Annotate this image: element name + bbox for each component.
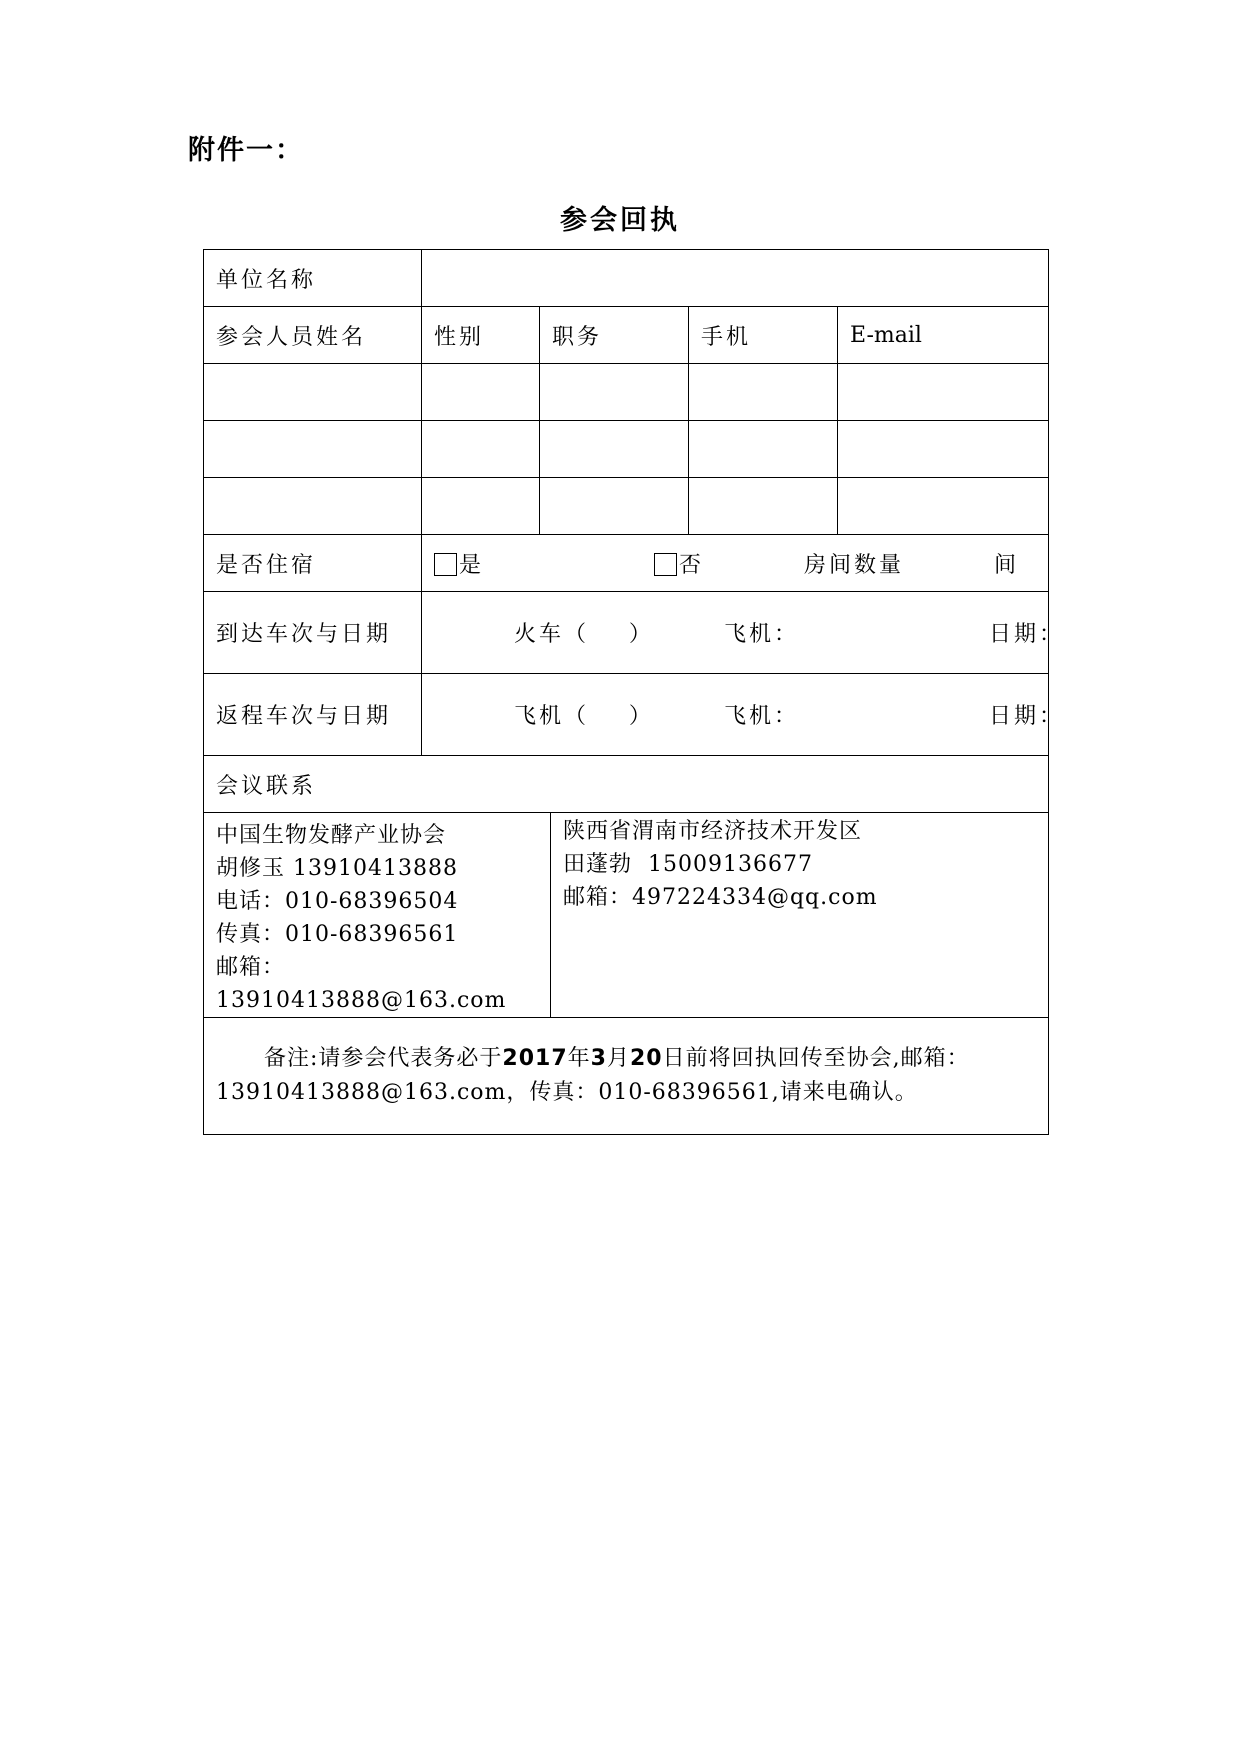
- lodging-yes-label: 是: [459, 552, 485, 578]
- attendee-row: [204, 364, 1049, 421]
- attendee-mobile-field[interactable]: [689, 478, 838, 535]
- unit-name-label: 单位名称: [204, 250, 422, 307]
- rooms-label: 房间数量: [804, 552, 905, 578]
- attendee-email-field[interactable]: [838, 478, 1049, 535]
- note-year: 2017: [502, 1045, 568, 1071]
- attendee-gender-field[interactable]: [422, 421, 540, 478]
- attendee-name-field[interactable]: [204, 421, 422, 478]
- attendee-position-field[interactable]: [540, 478, 689, 535]
- attendee-position-field[interactable]: [540, 364, 689, 421]
- contact-left-line: 邮箱：13910413888@163.com: [216, 954, 507, 1013]
- contact-left-line: 传真：010-68396561: [216, 921, 459, 947]
- note-row: [204, 1017, 1049, 1134]
- note-month-unit: 月: [606, 1045, 630, 1071]
- form-title: 参会回执: [560, 205, 680, 236]
- header-mobile: 手机: [689, 307, 838, 364]
- arrival-flight: 飞机：: [723, 622, 799, 647]
- return-flight: 飞机：: [723, 704, 799, 729]
- attendee-name-field[interactable]: [204, 478, 422, 535]
- lodging-row: [204, 535, 1049, 592]
- unit-name-field[interactable]: [422, 250, 1049, 307]
- note-day: 20: [630, 1045, 663, 1071]
- header-gender: 性别: [422, 307, 540, 364]
- contact-right-line: 田蓬勃 15009136677: [563, 851, 813, 877]
- arrival-train: 火车（ ）: [513, 622, 654, 647]
- arrival-label: 到达车次与日期: [204, 592, 422, 674]
- lodging-yes-checkbox[interactable]: [434, 553, 457, 576]
- header-position: 职务: [540, 307, 689, 364]
- contact-label-row: [204, 756, 1049, 813]
- lodging-no-checkbox[interactable]: [654, 553, 677, 576]
- return-label: 返程车次与日期: [204, 674, 422, 756]
- contact-right-line: 陕西省渭南市经济技术开发区: [563, 818, 863, 844]
- unit-name-row: [204, 250, 1049, 307]
- return-flight-paren: 飞机（ ）: [513, 704, 654, 729]
- arrival-details: [422, 592, 1064, 674]
- attendee-name-field[interactable]: [204, 364, 422, 421]
- annex-heading: 附件一：: [188, 135, 304, 166]
- return-date: 日期：: [988, 704, 1064, 729]
- lodging-label: 是否住宿: [204, 535, 422, 592]
- rooms-unit: 间: [994, 552, 1020, 578]
- arrival-date: 日期：: [988, 622, 1064, 647]
- note-month: 3: [590, 1045, 607, 1071]
- contact-right-line: 邮箱：497224334@qq.com: [563, 884, 878, 910]
- contact-left-line: 中国生物发酵产业协会: [216, 822, 447, 848]
- note-year-unit: 年: [567, 1045, 591, 1071]
- contact-label: 会议联系: [204, 756, 1049, 813]
- arrival-row: [204, 592, 1049, 674]
- registration-form: [203, 249, 1064, 1135]
- header-name: 参会人员姓名: [204, 307, 422, 364]
- attendee-row: [204, 478, 1049, 535]
- attendee-mobile-field[interactable]: [689, 421, 838, 478]
- contact-right: [551, 812, 1049, 1017]
- contact-table: [203, 812, 1049, 1135]
- contact-row: [204, 812, 1049, 1017]
- attendee-email-field[interactable]: [838, 364, 1049, 421]
- note: [204, 1017, 1049, 1134]
- registration-table: [203, 249, 1064, 813]
- attendee-mobile-field[interactable]: [689, 364, 838, 421]
- lodging-no-label: 否: [679, 552, 705, 578]
- attendee-gender-field[interactable]: [422, 364, 540, 421]
- contact-left-line: 胡修玉 13910413888: [216, 855, 458, 881]
- contact-left-line: 电话：010-68396504: [216, 888, 459, 914]
- attendee-row: [204, 421, 1049, 478]
- attendee-gender-field[interactable]: [422, 478, 540, 535]
- contact-left: [204, 812, 551, 1017]
- attendee-email-field[interactable]: [838, 421, 1049, 478]
- attendee-position-field[interactable]: [540, 421, 689, 478]
- lodging-options: [422, 535, 1049, 592]
- note-suffix: 日前将回执回传至协会,邮箱：13910413888@163.com，传真：010-68396561,请来电确认。: [216, 1045, 970, 1105]
- return-row: [204, 674, 1049, 756]
- return-details: [422, 674, 1064, 756]
- note-prefix: 备注:请参会代表务必于: [264, 1045, 503, 1071]
- attendee-header-row: [204, 307, 1049, 364]
- header-email: E-mail: [838, 307, 1049, 364]
